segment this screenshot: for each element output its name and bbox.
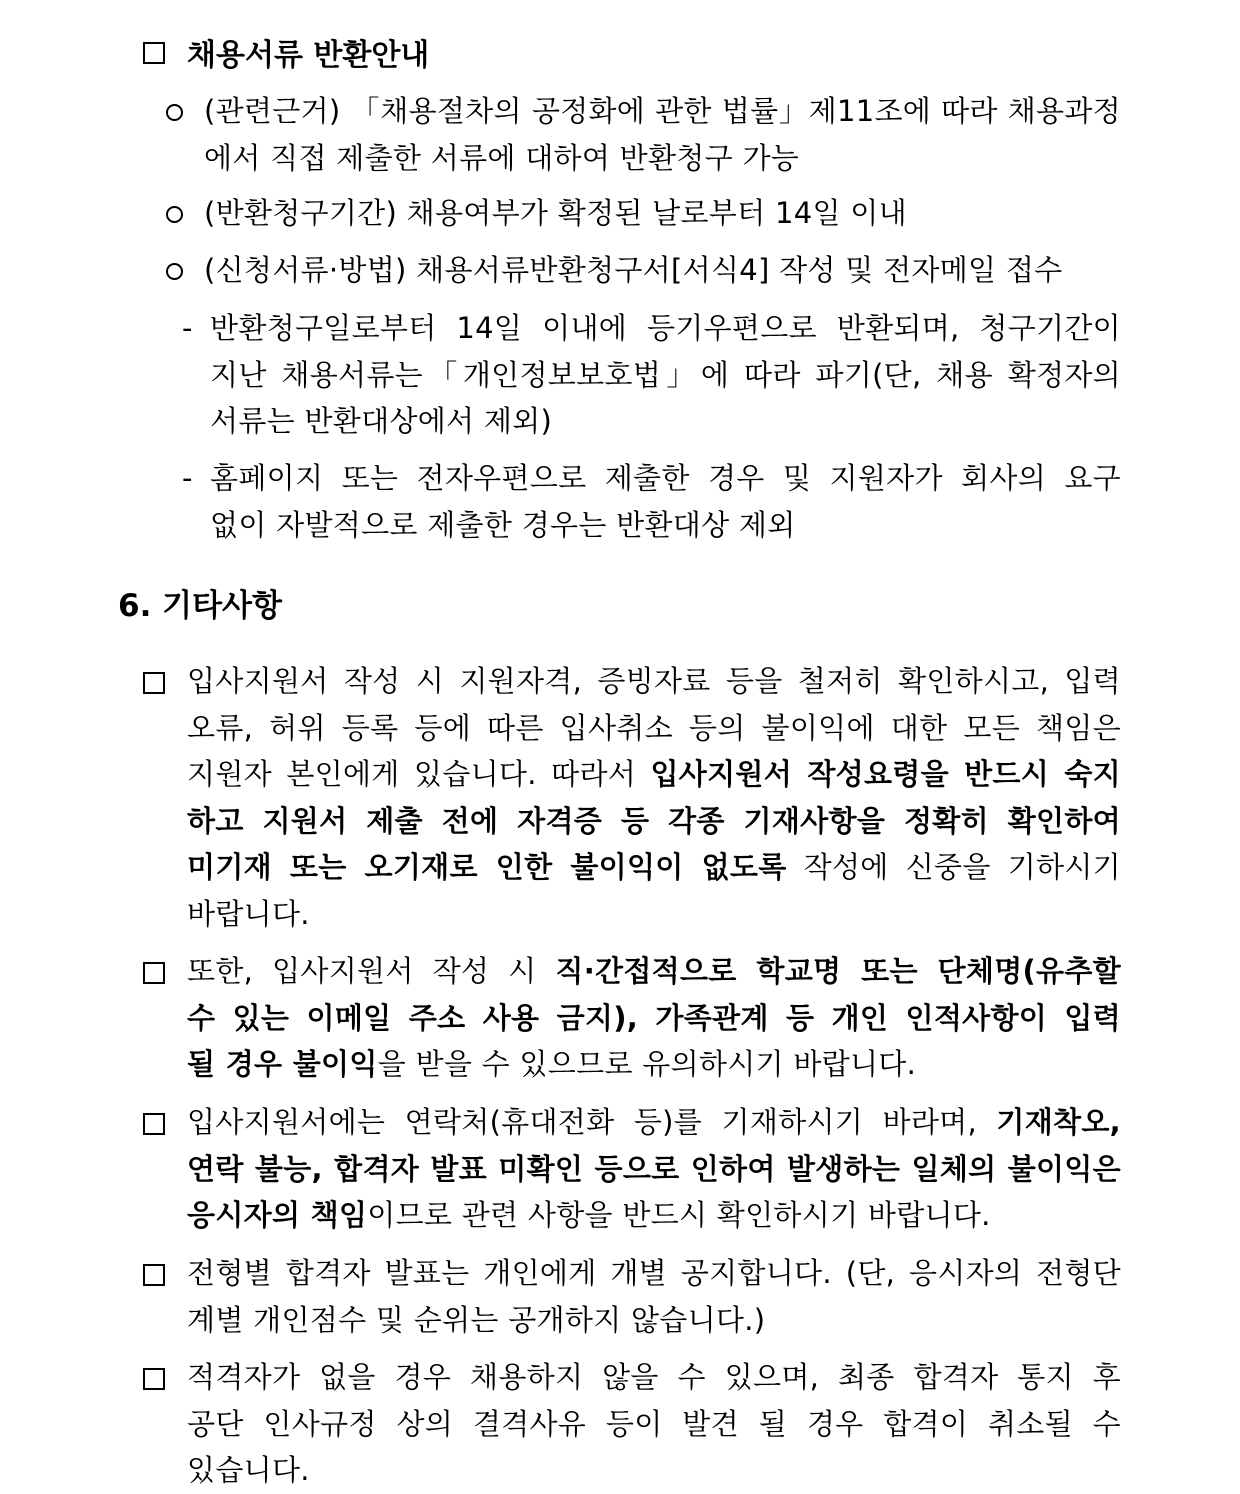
item1-line-3-bold: 입사지원서 작성요령을 반드시 숙지 bbox=[650, 757, 1121, 791]
dash2-line-2: 없이 자발적으로 제출한 경우는 반환대상 제외 bbox=[210, 507, 796, 542]
circle-bullet-icon bbox=[166, 263, 183, 280]
period-paragraph bbox=[204, 190, 1121, 237]
item2-line-2 bbox=[187, 995, 1121, 1042]
item1-line-6: 바랍니다. bbox=[187, 896, 310, 931]
item1-line-3 bbox=[187, 751, 1121, 798]
method-line: (신청서류·방법) 채용서류반환청구서[서식4] 작성 및 전자메일 접수 bbox=[204, 253, 1063, 287]
section-6-title: 6. 기타사항 bbox=[118, 588, 282, 624]
item1-line-4-bold: 하고 지원서 제출 전에 자격증 등 각종 기재사항을 정확히 확인하여 bbox=[187, 803, 1121, 838]
dash1-line-1: 반환청구일로부터 14일 이내에 등기우편으로 반환되며, 청구기간이 bbox=[210, 311, 1121, 345]
basis-paragraph bbox=[204, 88, 1121, 181]
item3-line-3-normal: 이므로 관련 사항을 반드시 확인하시기 바랍니다. bbox=[367, 1198, 991, 1232]
item2-line-1-bold: 직·간접적으로 학교명 또는 단체명(유추할 bbox=[555, 954, 1121, 988]
checkbox-square-icon bbox=[143, 962, 165, 984]
item1-line-3-normal: 지원자 본인에게 있습니다. 따라서 bbox=[187, 757, 651, 791]
dash-bullet: - bbox=[182, 311, 193, 345]
item5-paragraph bbox=[187, 1354, 1121, 1494]
item2-line-1 bbox=[187, 948, 1121, 995]
item5-line-1: 적격자가 없을 경우 채용하지 않을 수 있으며, 최종 합격자 통지 후 bbox=[187, 1360, 1121, 1394]
item1-line-1: 입사지원서 작성 시 지원자격, 증빙자료 등을 철저히 확인하시고, 입력 bbox=[187, 664, 1121, 698]
dash1-line-2: 지난 채용서류는「개인정보보호법」에 따라 파기(단, 채용 확정자의 bbox=[210, 357, 1121, 392]
item2-line-2-bold: 수 있는 이메일 주소 사용 금지), 가족관계 등 개인 인적사항이 입력 bbox=[187, 1000, 1121, 1035]
item3-line-2 bbox=[187, 1146, 1121, 1193]
checkbox-square-icon bbox=[143, 1264, 165, 1286]
basis-line-2: 에서 직접 제출한 서류에 대하여 반환청구 가능 bbox=[204, 140, 800, 175]
item4-line-1: 전형별 합격자 발표는 개인에게 개별 공지합니다. (단, 응시자의 전형단 bbox=[187, 1256, 1121, 1290]
item1-line-5-bold: 미기재 또는 오기재로 인한 불이익이 없도록 bbox=[187, 850, 787, 884]
dash1-line-3: 서류는 반환대상에서 제외) bbox=[210, 404, 553, 438]
method-paragraph bbox=[204, 247, 1121, 294]
period-line: (반환청구기간) 채용여부가 확정된 날로부터 14일 이내 bbox=[204, 196, 907, 230]
item3-line-2-bold: 연락 불능, 합격자 발표 미확인 등으로 인하여 발생하는 일체의 불이익은 bbox=[187, 1151, 1121, 1186]
item5-line-2: 공단 인사규정 상의 결격사유 등이 발견 될 경우 합격이 취소될 수 bbox=[187, 1406, 1121, 1441]
item4-paragraph bbox=[187, 1250, 1121, 1343]
item3-line-1-bold: 기재착오, bbox=[996, 1105, 1121, 1139]
item2-paragraph bbox=[187, 948, 1121, 1088]
checkbox-square-icon bbox=[143, 672, 165, 694]
dash2-paragraph bbox=[210, 455, 1121, 548]
basis-line-1: (관련근거) 「채용절차의 공정화에 관한 법률」제11조에 따라 채용과정 bbox=[204, 94, 1121, 128]
item3-line-1 bbox=[187, 1099, 1121, 1146]
item4-line-2: 계별 개인점수 및 순위는 공개하지 않습니다.) bbox=[187, 1302, 766, 1337]
dash2-line-1: 홈페이지 또는 전자우편으로 제출한 경우 및 지원자가 회사의 요구 bbox=[210, 461, 1121, 495]
item3-paragraph bbox=[187, 1099, 1121, 1239]
circle-bullet-icon bbox=[166, 206, 183, 223]
item1-line-5 bbox=[187, 844, 1121, 891]
item2-line-3 bbox=[187, 1041, 1121, 1088]
checkbox-square-icon bbox=[143, 1368, 165, 1390]
item2-line-1-normal: 또한, 입사지원서 작성 시 bbox=[187, 954, 556, 988]
item3-line-3-bold: 응시자의 책임 bbox=[187, 1198, 368, 1232]
item1-line-5-normal: 작성에 신중을 기하시기 bbox=[786, 850, 1121, 884]
item3-line-3 bbox=[187, 1192, 1121, 1239]
item1-paragraph bbox=[187, 658, 1121, 937]
section-heading: 채용서류 반환안내 bbox=[187, 38, 430, 73]
item1-line-4 bbox=[187, 798, 1121, 845]
checkbox-square-icon bbox=[143, 42, 165, 64]
item1-line-2: 오류, 허위 등록 등에 따른 입사취소 등의 불이익에 대한 모든 책임은 bbox=[187, 710, 1121, 745]
item3-line-1-normal: 입사지원서에는 연락처(휴대전화 등)를 기재하시기 바라며, bbox=[187, 1105, 997, 1139]
item2-line-3-normal: 을 받을 수 있으므로 유의하시기 바랍니다. bbox=[377, 1047, 917, 1081]
dash1-paragraph bbox=[210, 305, 1121, 445]
checkbox-square-icon bbox=[143, 1113, 165, 1135]
dash-bullet: - bbox=[182, 461, 193, 495]
item2-line-3-bold: 될 경우 불이익 bbox=[187, 1047, 378, 1081]
item5-line-3: 있습니다. bbox=[187, 1453, 310, 1487]
circle-bullet-icon bbox=[166, 104, 183, 121]
